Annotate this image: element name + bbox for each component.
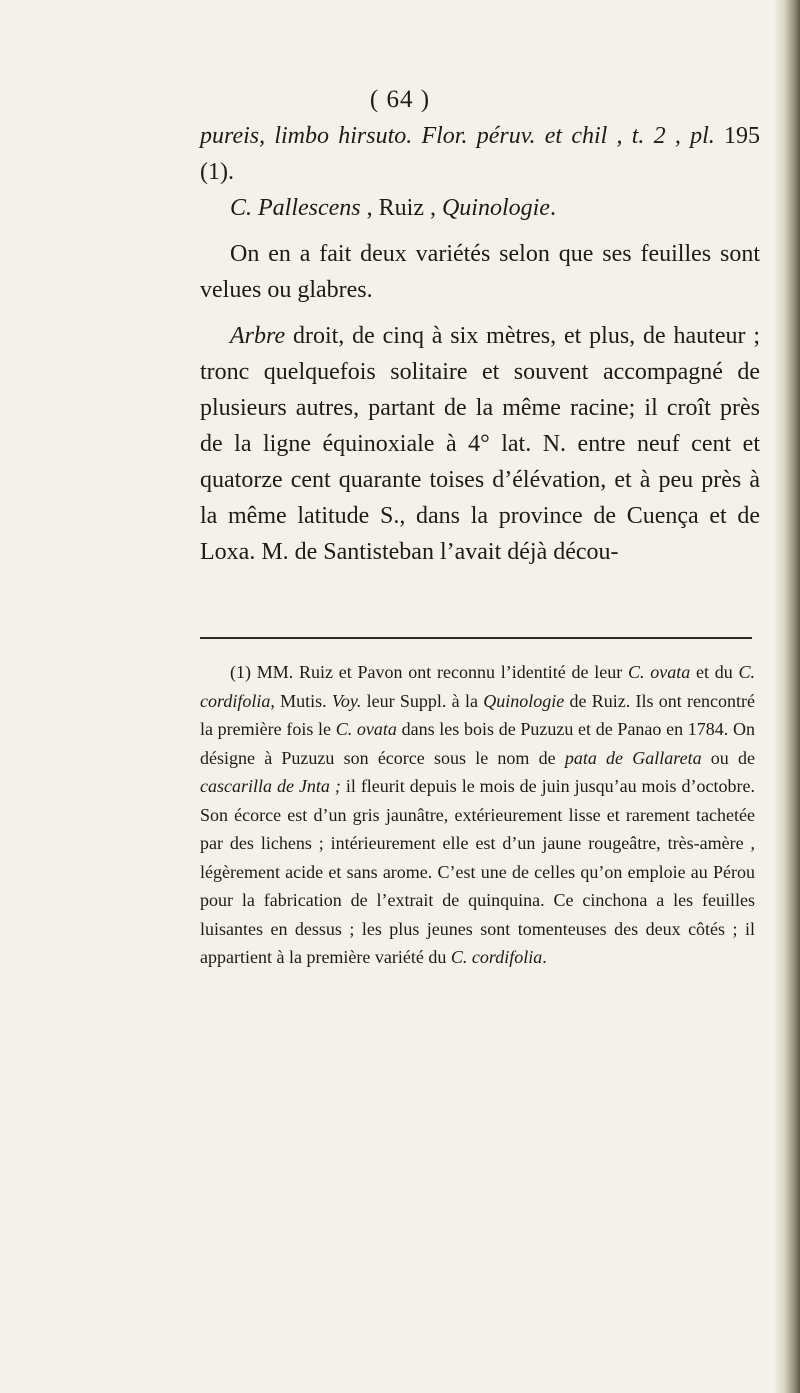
continued-citation — [200, 118, 760, 190]
variety-author: , Ruiz , — [360, 195, 442, 221]
variety-name: C. Pallescens — [230, 195, 361, 221]
footnote-seg-8: il fleurit depuis le mois de juin jusqu’au mois d’octobre. Son écorce est d’un gris jaunâtre, extérieurement lisse et rarement tachetée par des lichens ; intérieurement elle est d’un jaune rougeâtre, très-amère , légèrement acide et sans arome. C’est une de celles qu’on emploie au Pérou pour la fabrication de l’extrait de quinquina. Ce cinchona a les feuilles luisantes en dessus ; les plus jeunes sont tomenteuses des deux côtés ; il appartient à la première variété du — [200, 776, 755, 967]
paragraph-description-text: droit, de cinq à six mètres, et plus, de hauteur ; tronc quelquefois solitaire et souvent accompagné de plusieurs autres, partant de la même racine; il croît près de la ligne équinoxiale à 4° lat. N. entre neuf cent et quatorze cent quarante toises d’élévation, et à peu près à la même latitude S., dans la province de Cuença et de Loxa. M. de Santisteban l’avait déjà décou- — [200, 323, 760, 565]
footnote-seg-6: dans les bois de Puzuzu et de Panao en 1784. On désigne à Puzuzu son écorce sous le nom de — [200, 719, 755, 768]
citation-italic: pureis, limbo hirsuto. Flor. péruv. et chil , t. 2 , — [200, 123, 681, 149]
footnote-italic-8: C. cordifolia — [450, 947, 543, 967]
footnote-seg-5: de Ruiz. Ils ont rencontré la première fois le — [200, 690, 755, 739]
footnote-italic-3: Voy. — [331, 690, 362, 711]
footnote-seg-7: ou de — [701, 747, 755, 768]
footnote-seg-3: , Mutis. — [270, 690, 332, 711]
footnote-seg-2: et du — [690, 662, 739, 682]
footnote-italic-6: pata de Gallareta — [564, 747, 702, 768]
plate-abbrev: pl. — [690, 123, 715, 149]
footnote-text — [200, 658, 755, 972]
footnote-divider — [200, 637, 752, 639]
footnote-seg-1: (1) MM. Ruiz et Pavon ont reconnu l’identité de leur — [230, 662, 628, 682]
footnote-italic-5: C. ovata — [335, 719, 397, 739]
page-edge-shadow — [774, 0, 800, 1393]
footnote — [200, 658, 755, 972]
paragraph-description — [200, 318, 760, 570]
footnote-italic-4: Quinologie — [483, 690, 565, 711]
plate-number: 195 (1). — [200, 123, 761, 185]
footnote-seg-4: leur Suppl. à la — [361, 690, 484, 711]
variety-reference: Quinologie — [441, 195, 550, 221]
footnote-italic-7: cascarilla de Jnta ; — [200, 776, 341, 796]
variety-end: . — [549, 195, 556, 221]
paragraph-varieties: On en a fait deux variétés selon que ses feuilles sont velues ou glabres. — [200, 241, 760, 303]
footnote-seg-9: . — [542, 947, 547, 967]
page-number: ( 64 ) — [369, 86, 431, 113]
footnote-italic-2: C. cordifolia — [200, 662, 756, 711]
footnote-italic-1: C. ovata — [627, 662, 691, 682]
paragraph-lead-word: Arbre — [230, 323, 286, 349]
main-text — [200, 118, 760, 570]
variety-heading — [200, 190, 760, 226]
